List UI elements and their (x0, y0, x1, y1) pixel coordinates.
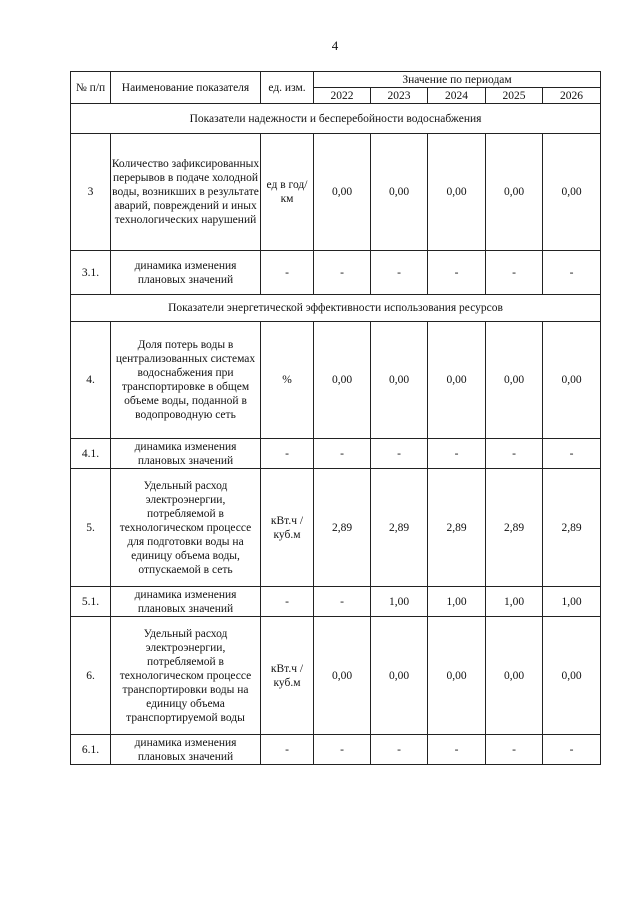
row-name: динамика изменения плановых значений (111, 439, 261, 469)
row-value: 1,00 (486, 587, 543, 617)
header-num: № п/п (71, 72, 111, 104)
row-value: 0,00 (543, 134, 601, 251)
row-value: 0,00 (371, 134, 428, 251)
row-value: 0,00 (428, 617, 486, 735)
row-num: 3 (71, 134, 111, 251)
row-value: 0,00 (314, 617, 371, 735)
row-value: 2,89 (371, 469, 428, 587)
row-value: 0,00 (543, 617, 601, 735)
row-value: 2,89 (486, 469, 543, 587)
table-row (71, 251, 601, 295)
table-row (71, 134, 601, 251)
row-value: - (371, 251, 428, 295)
row-name: Доля потерь воды в централизованных системах водоснабжения при транспортировке в общем объеме воды, поданной в водопроводную сеть (111, 322, 261, 439)
header-year: 2025 (486, 88, 543, 104)
row-name: Количество зафиксированных перерывов в подаче холодной воды, возникших в результате аварий, повреждений и иных технологических нарушений (111, 134, 261, 251)
row-num: 6.1. (71, 735, 111, 765)
row-value: - (428, 735, 486, 765)
row-value: 0,00 (371, 617, 428, 735)
row-value: - (371, 439, 428, 469)
row-unit: % (261, 322, 314, 439)
row-value: 0,00 (428, 134, 486, 251)
row-value: 0,00 (371, 322, 428, 439)
row-name: динамика изменения плановых значений (111, 735, 261, 765)
row-value: 0,00 (314, 134, 371, 251)
row-value: 2,89 (428, 469, 486, 587)
row-value: 0,00 (428, 322, 486, 439)
row-value: - (543, 251, 601, 295)
header-periods: Значение по периодам (314, 72, 601, 88)
row-value: - (486, 735, 543, 765)
row-value: - (314, 735, 371, 765)
header-year: 2022 (314, 88, 371, 104)
row-num: 6. (71, 617, 111, 735)
row-value: 0,00 (543, 322, 601, 439)
row-value: 0,00 (486, 134, 543, 251)
row-value: - (486, 439, 543, 469)
row-unit: ед в год/ км (261, 134, 314, 251)
header-unit: ед. изм. (261, 72, 314, 104)
row-unit: кВт.ч / куб.м (261, 617, 314, 735)
table-row (71, 617, 601, 735)
row-num: 4. (71, 322, 111, 439)
table-row (71, 469, 601, 587)
header-year: 2023 (371, 88, 428, 104)
row-unit: - (261, 251, 314, 295)
table-row (71, 735, 601, 765)
table-row (71, 322, 601, 439)
row-value: - (543, 735, 601, 765)
row-value: 1,00 (543, 587, 601, 617)
row-name: динамика изменения плановых значений (111, 251, 261, 295)
row-value: 2,89 (543, 469, 601, 587)
row-value: - (314, 439, 371, 469)
indicators-table (70, 71, 601, 765)
row-value: - (428, 439, 486, 469)
row-unit: - (261, 735, 314, 765)
page-number: 4 (331, 38, 339, 53)
row-num: 5.1. (71, 587, 111, 617)
row-value: - (486, 251, 543, 295)
header-year: 2026 (543, 88, 601, 104)
row-name: динамика изменения плановых значений (111, 587, 261, 617)
table-header (71, 72, 601, 104)
row-value: 2,89 (314, 469, 371, 587)
row-value: - (314, 587, 371, 617)
row-unit: кВт.ч / куб.м (261, 469, 314, 587)
table-row (71, 439, 601, 469)
row-value: 0,00 (486, 617, 543, 735)
table-row (71, 587, 601, 617)
row-num: 3.1. (71, 251, 111, 295)
row-unit: - (261, 587, 314, 617)
row-value: - (371, 735, 428, 765)
row-value: 1,00 (371, 587, 428, 617)
header-name: Наименование показателя (111, 72, 261, 104)
row-name: Удельный расход электроэнергии, потребляемой в технологическом процессе транспортировки воды на единицу объема транспортируемой воды (111, 617, 261, 735)
row-value: 0,00 (314, 322, 371, 439)
row-unit: - (261, 439, 314, 469)
row-num: 5. (71, 469, 111, 587)
row-name: Удельный расход электроэнергии, потребляемой в технологическом процессе для подготовки воды на единицу объема воды, отпускаемой в сеть (111, 469, 261, 587)
row-value: 0,00 (486, 322, 543, 439)
row-value: - (543, 439, 601, 469)
section-title: Показатели надежности и бесперебойности водоснабжения (71, 104, 601, 134)
section-header-row (71, 295, 601, 322)
row-value: 1,00 (428, 587, 486, 617)
row-num: 4.1. (71, 439, 111, 469)
row-value: - (314, 251, 371, 295)
section-title: Показатели энергетической эффективности использования ресурсов (71, 295, 601, 322)
header-year: 2024 (428, 88, 486, 104)
row-value: - (428, 251, 486, 295)
section-header-row (71, 104, 601, 134)
